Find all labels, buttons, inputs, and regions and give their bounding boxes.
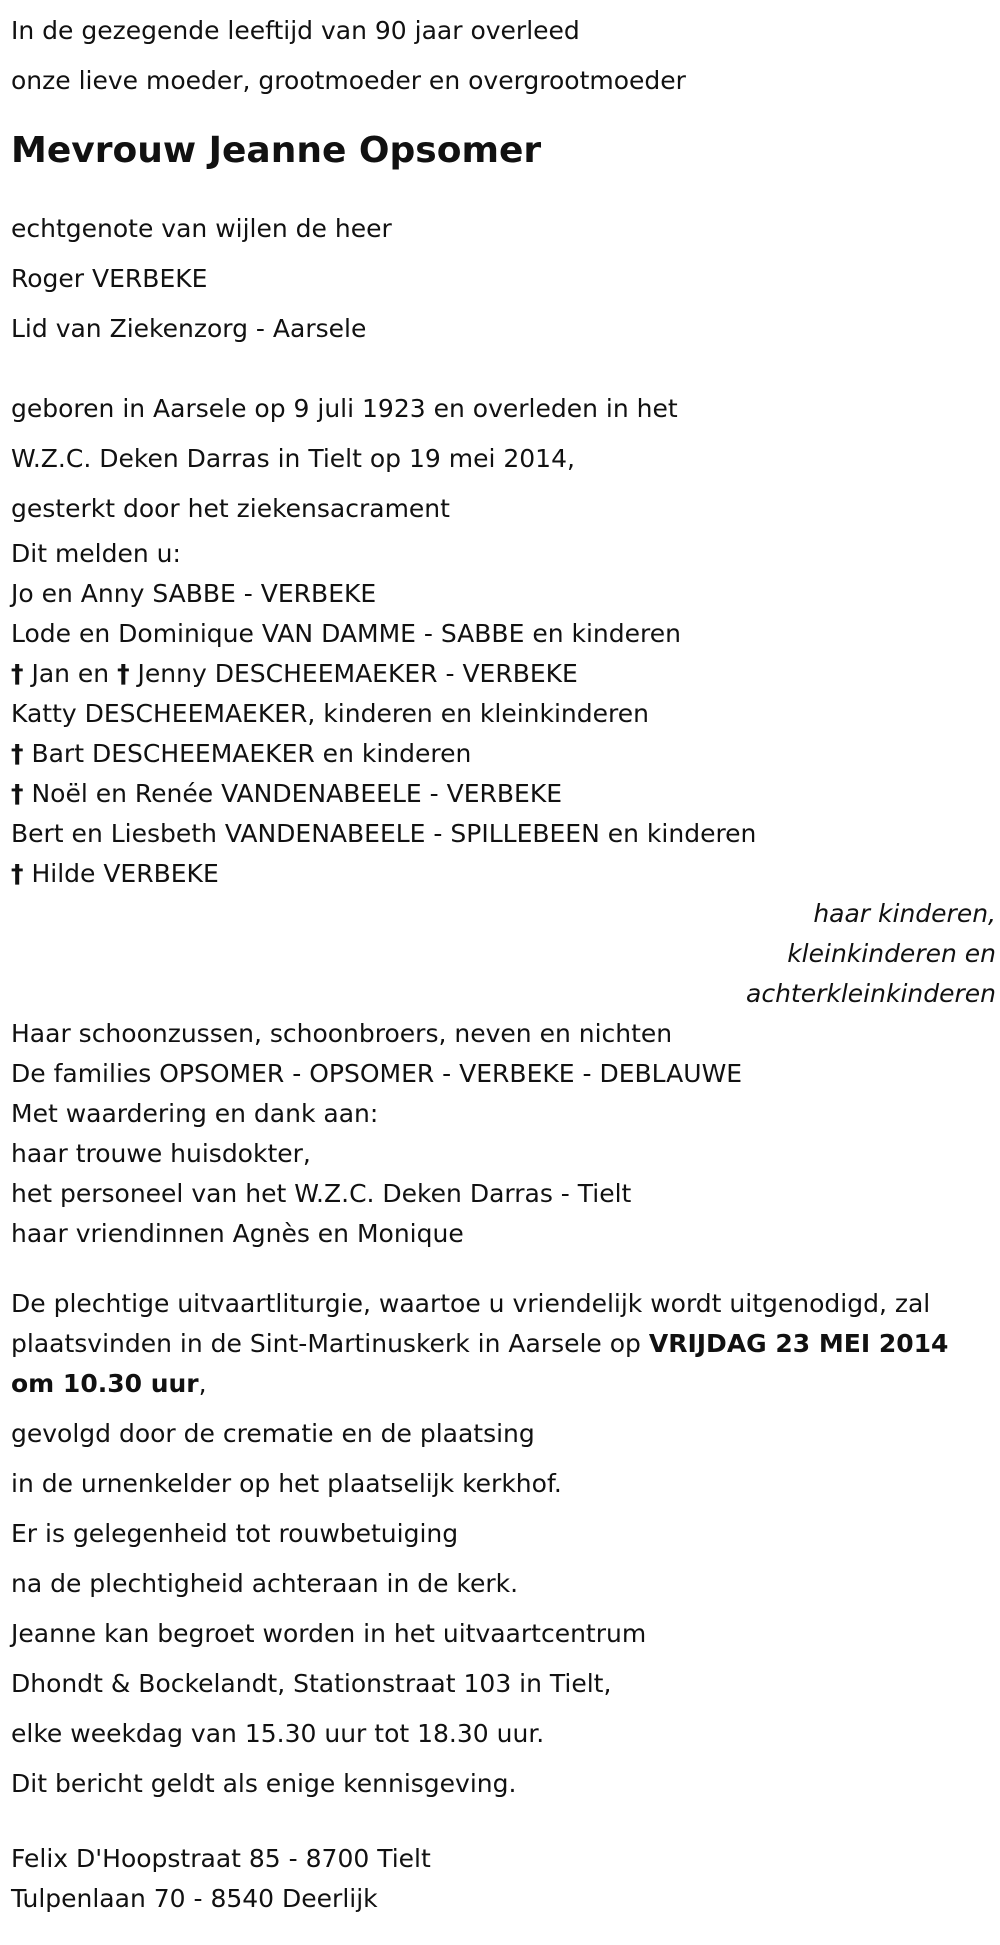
birth-death-line: geboren in Aarsele op 9 juli 1923 en overleden in het — [11, 394, 678, 423]
address-line: Felix D'Hoopstraat 85 - 8700 Tielt — [11, 1844, 431, 1873]
family-line — [11, 654, 996, 694]
family-text: Bart DESCHEEMAEKER en kinderen — [23, 739, 472, 768]
spacer — [11, 1254, 996, 1284]
funeral-date: VRIJDAG 23 MEI 2014 om 10.30 uur — [11, 1329, 949, 1398]
funeral-punct: , — [198, 1369, 207, 1398]
intro-line: onze lieve moeder, grootmoeder en overgrootmoeder — [11, 66, 686, 95]
announce-intro: Dit melden u: — [11, 539, 181, 568]
detail-line: gevolgd door de crematie en de plaatsing — [11, 1419, 535, 1448]
family-line — [11, 854, 996, 894]
relatives-line: Haar schoonzussen, schoonbroers, neven en nichten — [11, 1019, 673, 1048]
family-line — [11, 734, 996, 774]
family-line: Bert en Liesbeth VANDENABEELE - SPILLEBEEN en kinderen — [11, 819, 757, 848]
cross-icon: † — [117, 659, 130, 688]
family-text: Jenny DESCHEEMAEKER - VERBEKE — [129, 659, 578, 688]
thanks-line: het personeel van het W.Z.C. Deken Darras - Tielt — [11, 1179, 632, 1208]
death-notice — [11, 6, 996, 1919]
thanks-line: haar vriendinnen Agnès en Monique — [11, 1219, 464, 1248]
descendants-line: kleinkinderen en — [787, 939, 996, 968]
family-line: Jo en Anny SABBE - VERBEKE — [11, 579, 377, 608]
cross-icon: † — [11, 739, 24, 768]
detail-line: na de plechtigheid achteraan in de kerk. — [11, 1569, 519, 1598]
family-line: Katty DESCHEEMAEKER, kinderen en kleinkinderen — [11, 699, 649, 728]
family-line: Lode en Dominique VAN DAMME - SABBE en kinderen — [11, 619, 681, 648]
family-text: Hilde VERBEKE — [23, 859, 219, 888]
relatives-line: De families OPSOMER - OPSOMER - VERBEKE - DEBLAUWE — [11, 1059, 743, 1088]
family-line — [11, 774, 996, 814]
cross-icon: † — [11, 659, 24, 688]
detail-line: in de urnenkelder op het plaatselijk kerkhof. — [11, 1469, 562, 1498]
deceased-name: Mevrouw Jeanne Opsomer — [11, 130, 542, 171]
spacer — [11, 1809, 996, 1839]
funeral-text: De plechtige uitvaartliturgie, waartoe u vriendelijk wordt uitgenodigd, zal plaatsvinden in de Sint-Martinuskerk in Aarsele op — [11, 1289, 931, 1358]
descendants-line: achterkleinkinderen — [746, 979, 996, 1008]
thanks-line: Met waardering en dank aan: — [11, 1099, 379, 1128]
detail-line: elke weekdag van 15.30 uur tot 18.30 uur. — [11, 1719, 545, 1748]
birth-death-line: W.Z.C. Deken Darras in Tielt op 19 mei 2014, — [11, 444, 575, 473]
intro-line: In de gezegende leeftijd van 90 jaar overleed — [11, 16, 580, 45]
cross-icon: † — [11, 859, 24, 888]
spacer — [11, 354, 996, 384]
cross-icon: † — [11, 779, 24, 808]
family-text: Noël en Renée VANDENABEELE - VERBEKE — [23, 779, 563, 808]
family-text: Jan en — [23, 659, 118, 688]
detail-line: Jeanne kan begroet worden in het uitvaartcentrum — [11, 1619, 647, 1648]
spouse-line: Roger VERBEKE — [11, 264, 208, 293]
birth-death-line: gesterkt door het ziekensacrament — [11, 494, 450, 523]
detail-line: Dit bericht geldt als enige kennisgeving. — [11, 1769, 517, 1798]
spouse-line: echtgenote van wijlen de heer — [11, 214, 392, 243]
funeral-paragraph — [11, 1284, 996, 1404]
membership-line: Lid van Ziekenzorg - Aarsele — [11, 314, 367, 343]
detail-line: Dhondt & Bockelandt, Stationstraat 103 in Tielt, — [11, 1669, 612, 1698]
detail-line: Er is gelegenheid tot rouwbetuiging — [11, 1519, 459, 1548]
descendants-line: haar kinderen, — [813, 899, 996, 928]
thanks-line: haar trouwe huisdokter, — [11, 1139, 311, 1168]
address-line: Tulpenlaan 70 - 8540 Deerlijk — [11, 1884, 378, 1913]
